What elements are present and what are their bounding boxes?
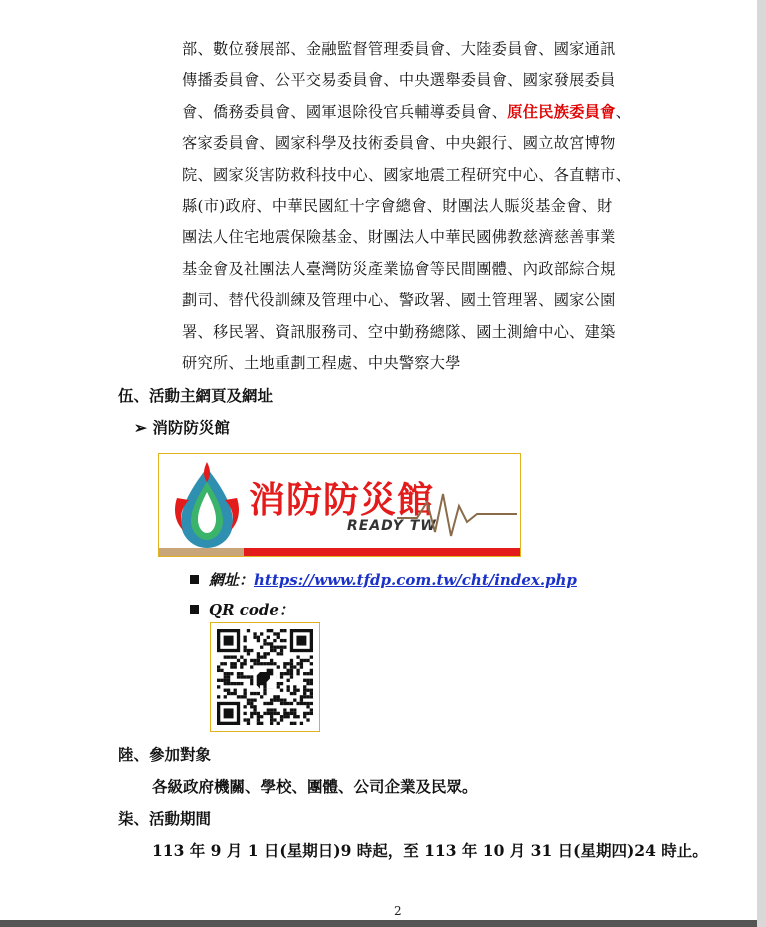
qr-bullet: [190, 599, 294, 620]
qr-label: QR code：: [209, 601, 294, 619]
qr-code-graphic: [217, 629, 313, 725]
paragraph-line-text: 會、僑務委員會、國軍退除役官兵輔導委員會、: [182, 102, 508, 121]
paragraph-line: 客家委員會、國家科學及技術委員會、中央銀行、國立故宮博物: [182, 134, 616, 153]
url-bullet: [190, 569, 577, 590]
highlight-tail: 、: [615, 102, 632, 121]
agency-list-paragraph: [182, 34, 677, 379]
section-5-heading: 伍、活動主網頁及網址: [118, 386, 274, 405]
square-bullet-icon: [190, 605, 199, 614]
paragraph-line: 縣(市)政府、中華民國紅十字會總會、財團法人賑災基金會、財: [182, 197, 613, 216]
scrollbar-track[interactable]: [757, 0, 766, 927]
paragraph-line: 傳播委員會、公平交易委員會、中央選舉委員會、國家發展委員: [182, 71, 616, 90]
banner-title: 消防防災館: [249, 480, 435, 521]
page-number: 2: [394, 904, 402, 918]
bottom-toolbar-strip: [0, 920, 757, 927]
section-6-body: 各級政府機關、學校、團體、公司企業及民眾。: [152, 777, 478, 796]
paragraph-line: 研究所、土地重劃工程處、中央警察大學: [182, 354, 461, 373]
arrow-bullet-icon: ➢: [134, 418, 147, 437]
section-5-subheading: [134, 416, 230, 438]
website-link[interactable]: https://www.tfdp.com.tw/cht/index.php: [254, 571, 577, 589]
banner-red-bar: [244, 548, 520, 556]
banner-subtitle: READY TW: [347, 518, 437, 534]
seismograph-line-icon: [397, 482, 517, 542]
qr-code[interactable]: [210, 622, 320, 732]
paragraph-line: 署、移民署、資訊服務司、空中勤務總隊、國土測繪中心、建築: [182, 322, 616, 341]
paragraph-line: 基金會及社團法人臺灣防災產業協會等民間團體、內政部綜合規: [182, 259, 616, 278]
paragraph-line: 院、國家災害防救科技中心、國家地震工程研究中心、各直轄市、: [182, 165, 632, 184]
tfdp-banner[interactable]: [158, 453, 521, 557]
highlighted-agency: 原住民族委員會: [507, 102, 616, 121]
paragraph-line: 團法人住宅地震保險基金、財團法人中華民國佛教慈濟慈善事業: [182, 228, 616, 247]
paragraph-line: 劃司、替代役訓練及管理中心、警政署、國土管理署、國家公園: [182, 291, 616, 310]
section-6-heading: 陸、參加對象: [118, 745, 212, 764]
url-label: 網址：: [209, 571, 255, 589]
paragraph-line: [182, 97, 677, 128]
flame-drop-logo-icon: [167, 458, 247, 552]
section-7-heading: 柒、活動期間: [118, 809, 212, 828]
section-7-body: 113 年 9 月 1 日(星期日)9 時起，至 113 年 10 月 31 日(星期四)24 時止。: [152, 841, 708, 860]
subheading-text: 消防防災館: [152, 418, 230, 437]
banner-tan-bar: [159, 548, 244, 556]
paragraph-line: 部、數位發展部、金融監督管理委員會、大陸委員會、國家通訊: [182, 40, 616, 58]
square-bullet-icon: [190, 575, 199, 584]
